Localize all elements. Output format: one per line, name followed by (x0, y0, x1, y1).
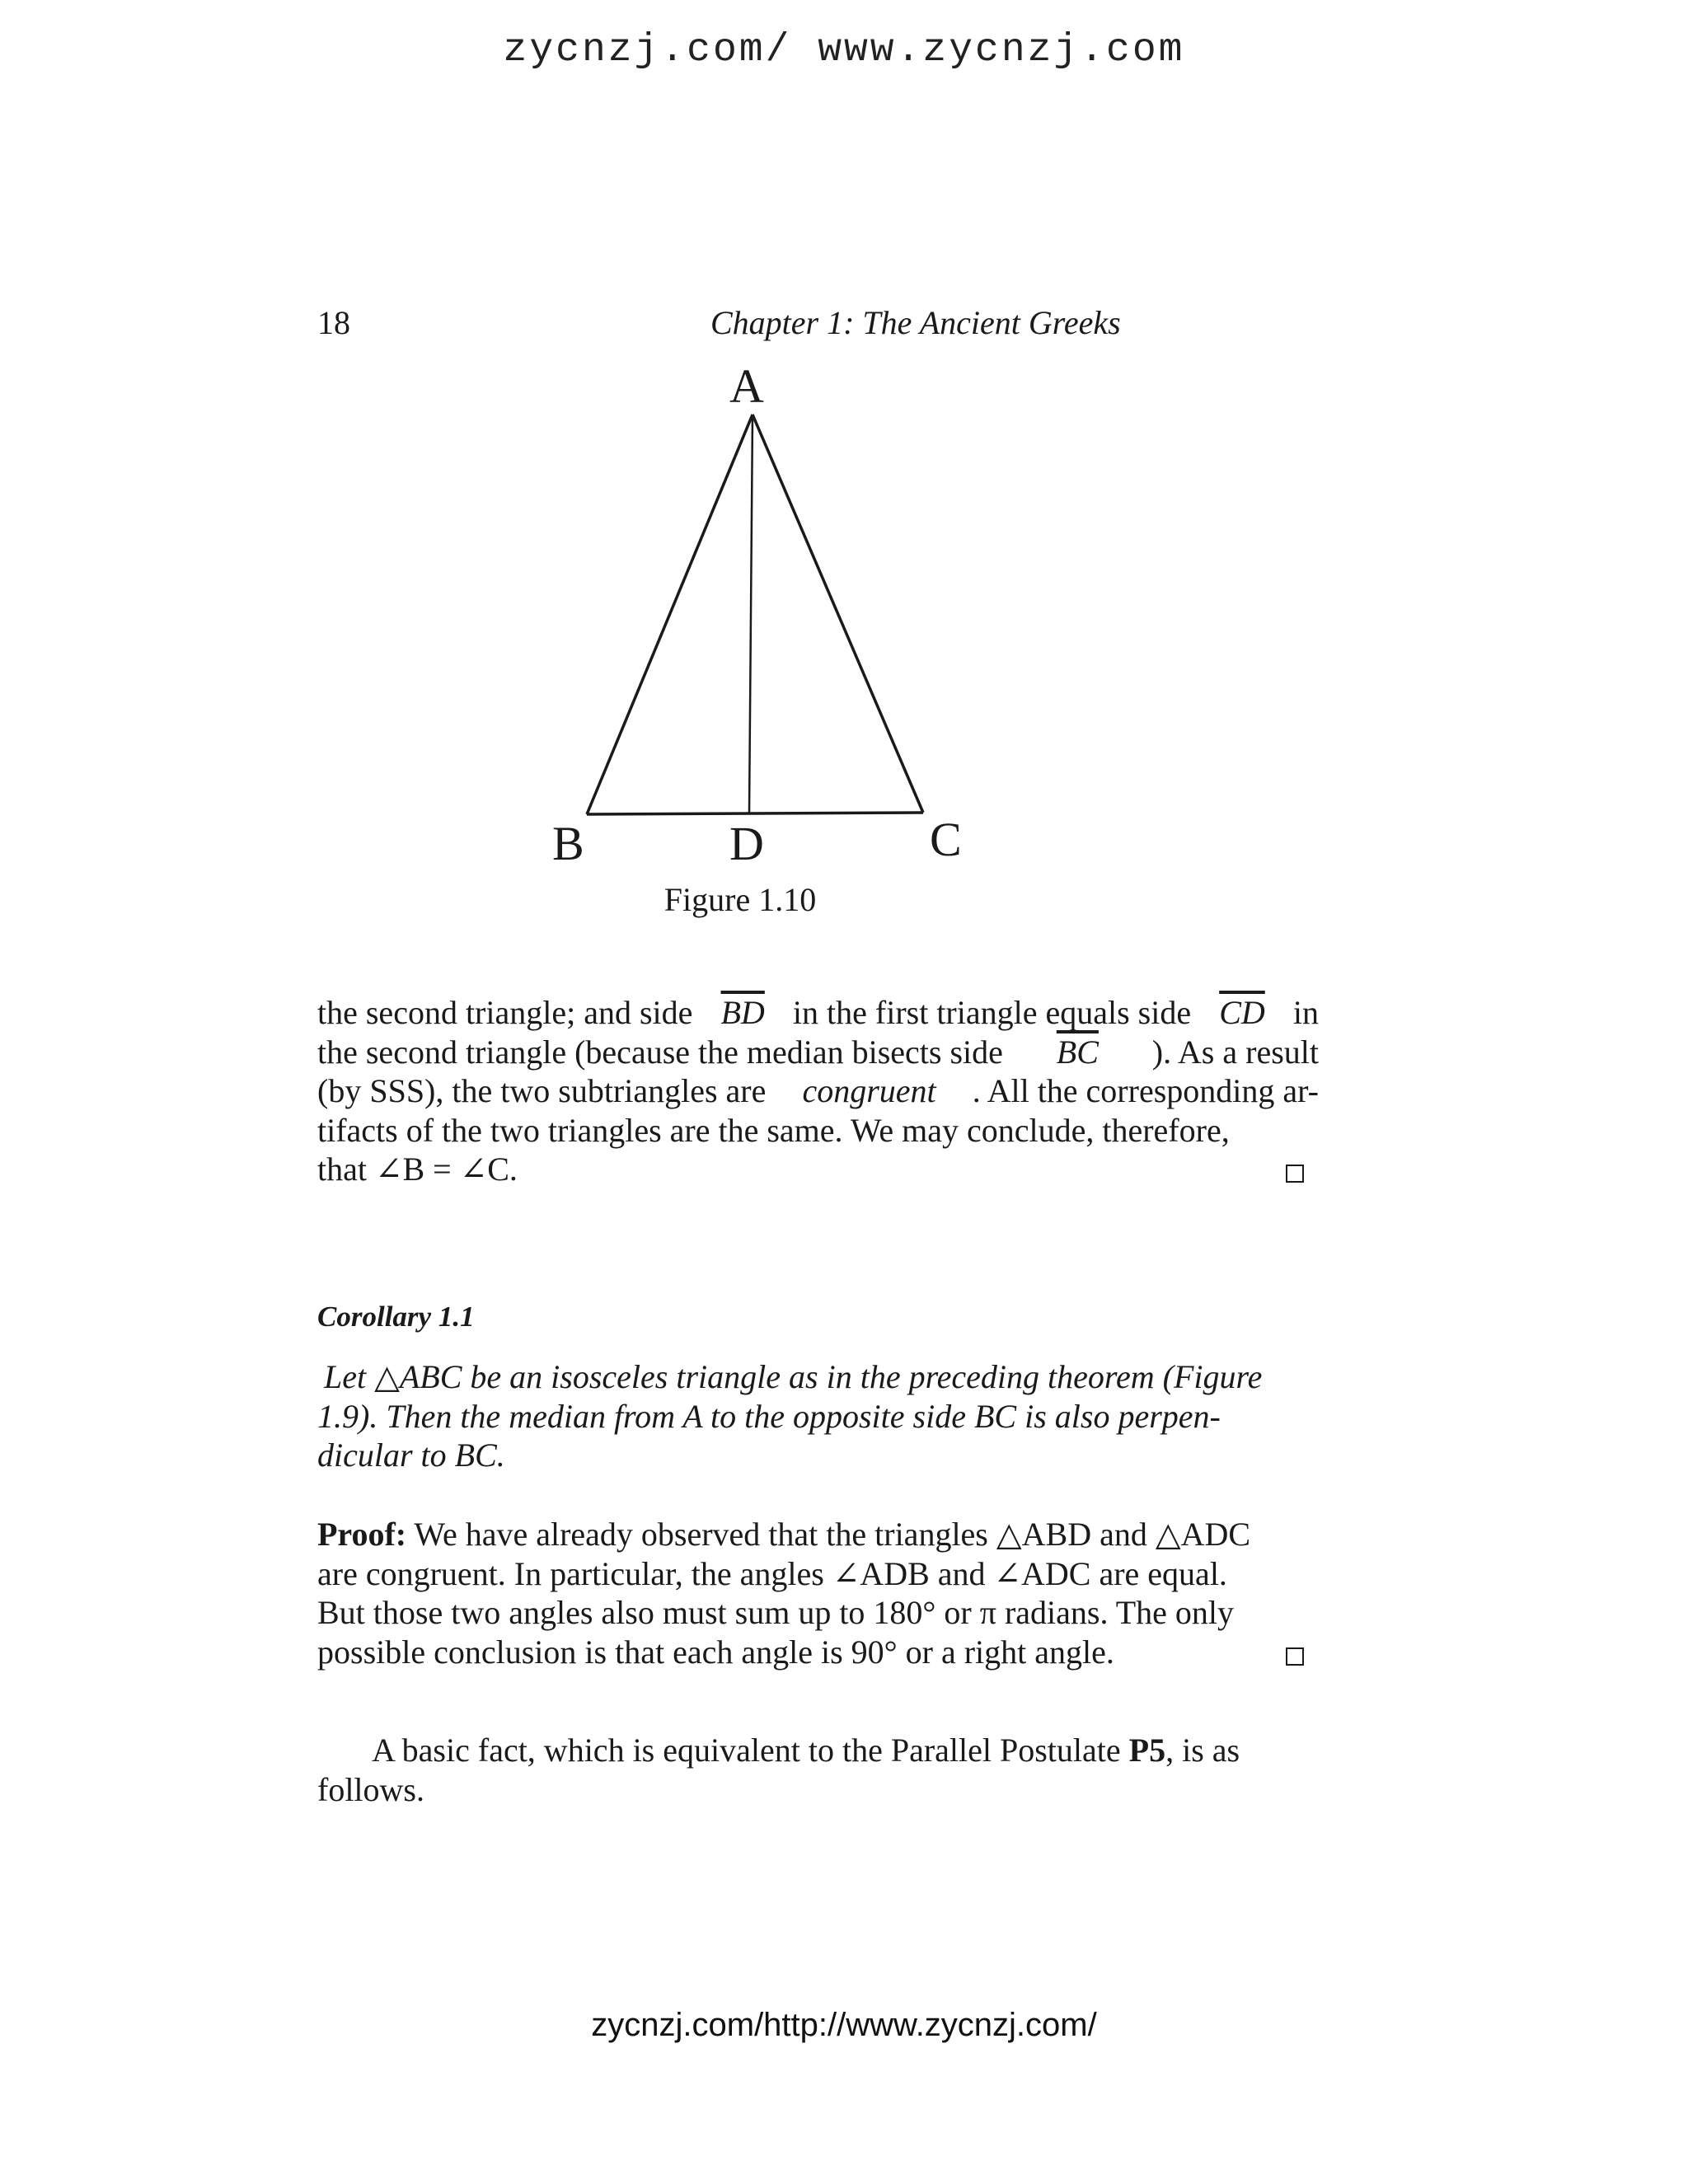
text-line: A basic fact, which is equivalent to the Parallel Postulate P5, is as (372, 1732, 1240, 1769)
proof-conclusion-paragraph (317, 993, 1319, 1189)
proof-label: Proof: (317, 1516, 407, 1553)
text-line: follows. (317, 1770, 424, 1808)
watermark-bottom: zycnzj.com/http://www.zycnzj.com/ (591, 2007, 1097, 2043)
side-ab (587, 415, 753, 814)
text-line: the second triangle; and side $\overline{BD}$ in the first triangle equals side $\overline{CD}$ in (317, 994, 1319, 1031)
vertex-label-b: B (552, 817, 584, 870)
text-line: tifacts of the two triangles are the same. We may conclude, therefore, (317, 1111, 1230, 1149)
text-line: Proof: We have already observed that the triangles △ABD and △ADC (317, 1516, 1251, 1553)
corollary-statement (317, 1357, 1319, 1475)
text-line: dicular to BC. (317, 1436, 505, 1474)
closing-paragraph (317, 1731, 1319, 1809)
isosceles-triangle-figure (0, 0, 1688, 907)
text-line: are congruent. In particular, the angles ∠ADB and ∠ADC are equal. (317, 1554, 1227, 1592)
text-line: But those two angles also must sum up to 180° or π radians. The only (317, 1594, 1235, 1632)
side-bc (587, 813, 923, 814)
vertex-label-c: C (930, 813, 962, 866)
text-line: Let △ABC be an isosceles triangle as in the preceding theorem (Figure (324, 1358, 1263, 1395)
text-line: that ∠B = ∠C. (317, 1150, 1319, 1189)
point-label-d: D (729, 817, 764, 870)
figure-caption: Figure 1.10 (663, 881, 817, 918)
side-ac (753, 415, 923, 813)
page-number: 18 (317, 304, 350, 341)
text-line: the second triangle (because the median bisects side $\overline{BC}$ ). As a result (317, 1033, 1319, 1071)
vertex-label-a: A (729, 359, 764, 413)
running-title: Chapter 1: The Ancient Greeks (710, 304, 1121, 341)
qed-square-icon (1286, 1165, 1304, 1183)
text-line: (by SSS), the two subtriangles are congruent . All the corresponding ar- (317, 1072, 1319, 1110)
median-ad (749, 415, 753, 813)
corollary-proof-paragraph (317, 1515, 1319, 1671)
corollary-title: Corollary 1.1 (317, 1301, 475, 1333)
qed-square-icon (1286, 1647, 1304, 1666)
watermark-top: zycnzj.com/ www.zycnzj.com (503, 28, 1185, 73)
text-line: 1.9). Then the median from A to the opposite side BC is also perpen- (317, 1397, 1221, 1435)
text-line: possible conclusion is that each angle is 90° or a right angle. (317, 1633, 1319, 1672)
